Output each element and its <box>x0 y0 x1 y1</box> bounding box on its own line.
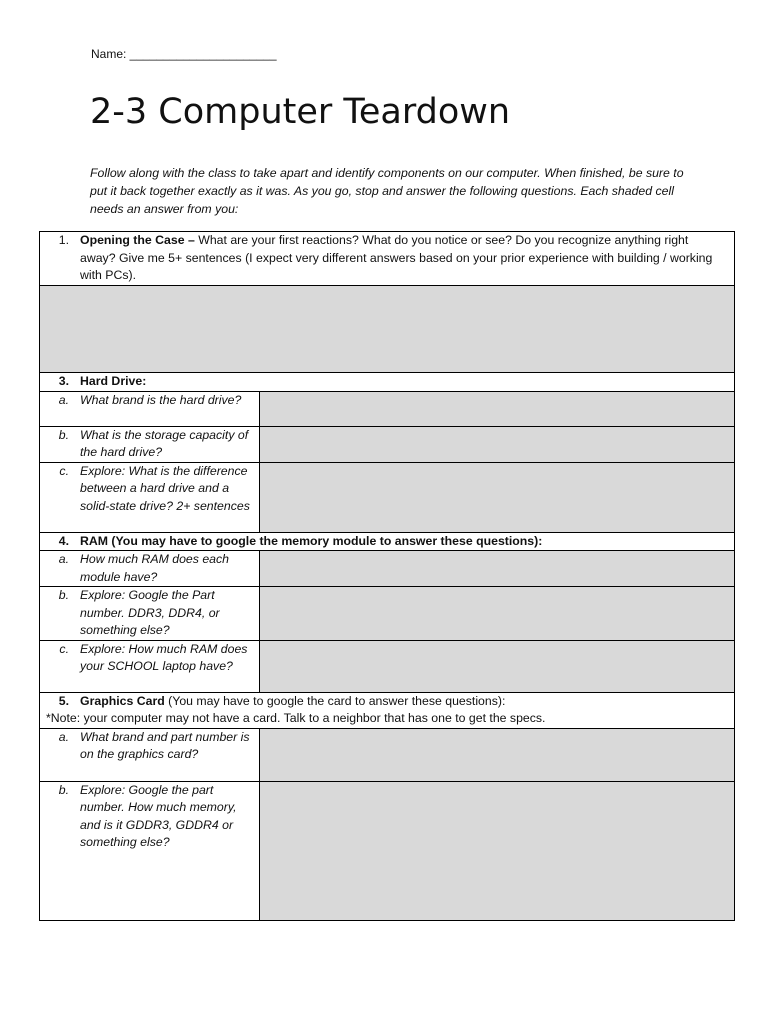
subquestion-letter: c. <box>59 463 69 478</box>
question-5-row <box>40 692 735 728</box>
question-4-row <box>40 532 735 551</box>
subquestion-letter: b. <box>58 427 69 442</box>
question-number: 3. <box>58 373 69 388</box>
subquestion-letter: a. <box>58 392 69 407</box>
question-5-title: Graphics Card <box>80 693 165 708</box>
answer-cell-q5a[interactable] <box>260 728 735 781</box>
question-3-title: Hard Drive: <box>80 373 147 388</box>
subquestion-text: What is the storage capacity of the hard drive? <box>80 427 249 459</box>
subquestion-text: Explore: Google the Part number. DDR3, DDR4, or something else? <box>80 588 220 637</box>
question-1-title: Opening the Case – <box>80 233 195 247</box>
instructions-paragraph: Follow along with the class to take apart and identify components on our computer. When finished, be sure to put it back together exactly as it was. As you go, stop and answer the following questions. Each shaded cell needs an answer from you: <box>90 166 684 216</box>
question-1-text: What are your first reactions? What do you notice or see? Do you recognize anything right away? Give me 5+ sentences (I expect very different answers based on your prior experience with building / working with PCs). <box>80 233 713 282</box>
answer-cell-q4b[interactable] <box>260 587 735 641</box>
answer-cell-q4a[interactable] <box>260 551 735 587</box>
page-title: 2-3 Computer Teardown <box>90 92 511 132</box>
answer-cell-q1[interactable] <box>40 285 735 372</box>
subquestion-text: How much RAM does each module have? <box>80 552 229 584</box>
question-5-text: (You may have to google the card to answer these questions): <box>164 693 506 708</box>
answer-cell-q5b[interactable] <box>260 781 735 920</box>
answer-cell-q3c[interactable] <box>260 462 735 532</box>
subquestion-letter: a. <box>58 729 69 744</box>
subquestion-text: Explore: How much RAM does your SCHOOL laptop have? <box>80 641 248 673</box>
subquestion-text: What brand and part number is on the graphics card? <box>80 729 250 761</box>
question-number: 5. <box>58 693 69 708</box>
question-3-row <box>40 372 735 391</box>
subquestion-text: Explore: Google the part number. How much memory, and is it GDDR3, GDDR4 or something else? <box>80 782 237 849</box>
answer-cell-q3a[interactable] <box>260 391 735 426</box>
name-field-label: Name: ______________________ <box>91 47 277 61</box>
worksheet-table <box>39 231 735 921</box>
question-1-row <box>40 232 735 286</box>
subquestion-letter: c. <box>59 641 69 656</box>
subquestion-text: What brand is the hard drive? <box>80 392 242 407</box>
answer-cell-q4c[interactable] <box>260 640 735 692</box>
question-5-note: *Note: your computer may not have a card. Talk to a neighbor that has one to get the specs. <box>46 711 546 725</box>
question-4-title: RAM (You may have to google the memory module to answer these questions): <box>80 533 543 548</box>
subquestion-letter: b. <box>58 782 69 797</box>
subquestion-text: Explore: What is the difference between a hard drive and a solid-state drive? 2+ sentences <box>80 463 250 513</box>
subquestion-letter: b. <box>58 588 69 602</box>
subquestion-letter: a. <box>58 552 69 566</box>
answer-cell-q3b[interactable] <box>260 426 735 462</box>
question-number: 1. <box>58 233 69 247</box>
question-number: 4. <box>58 533 69 548</box>
